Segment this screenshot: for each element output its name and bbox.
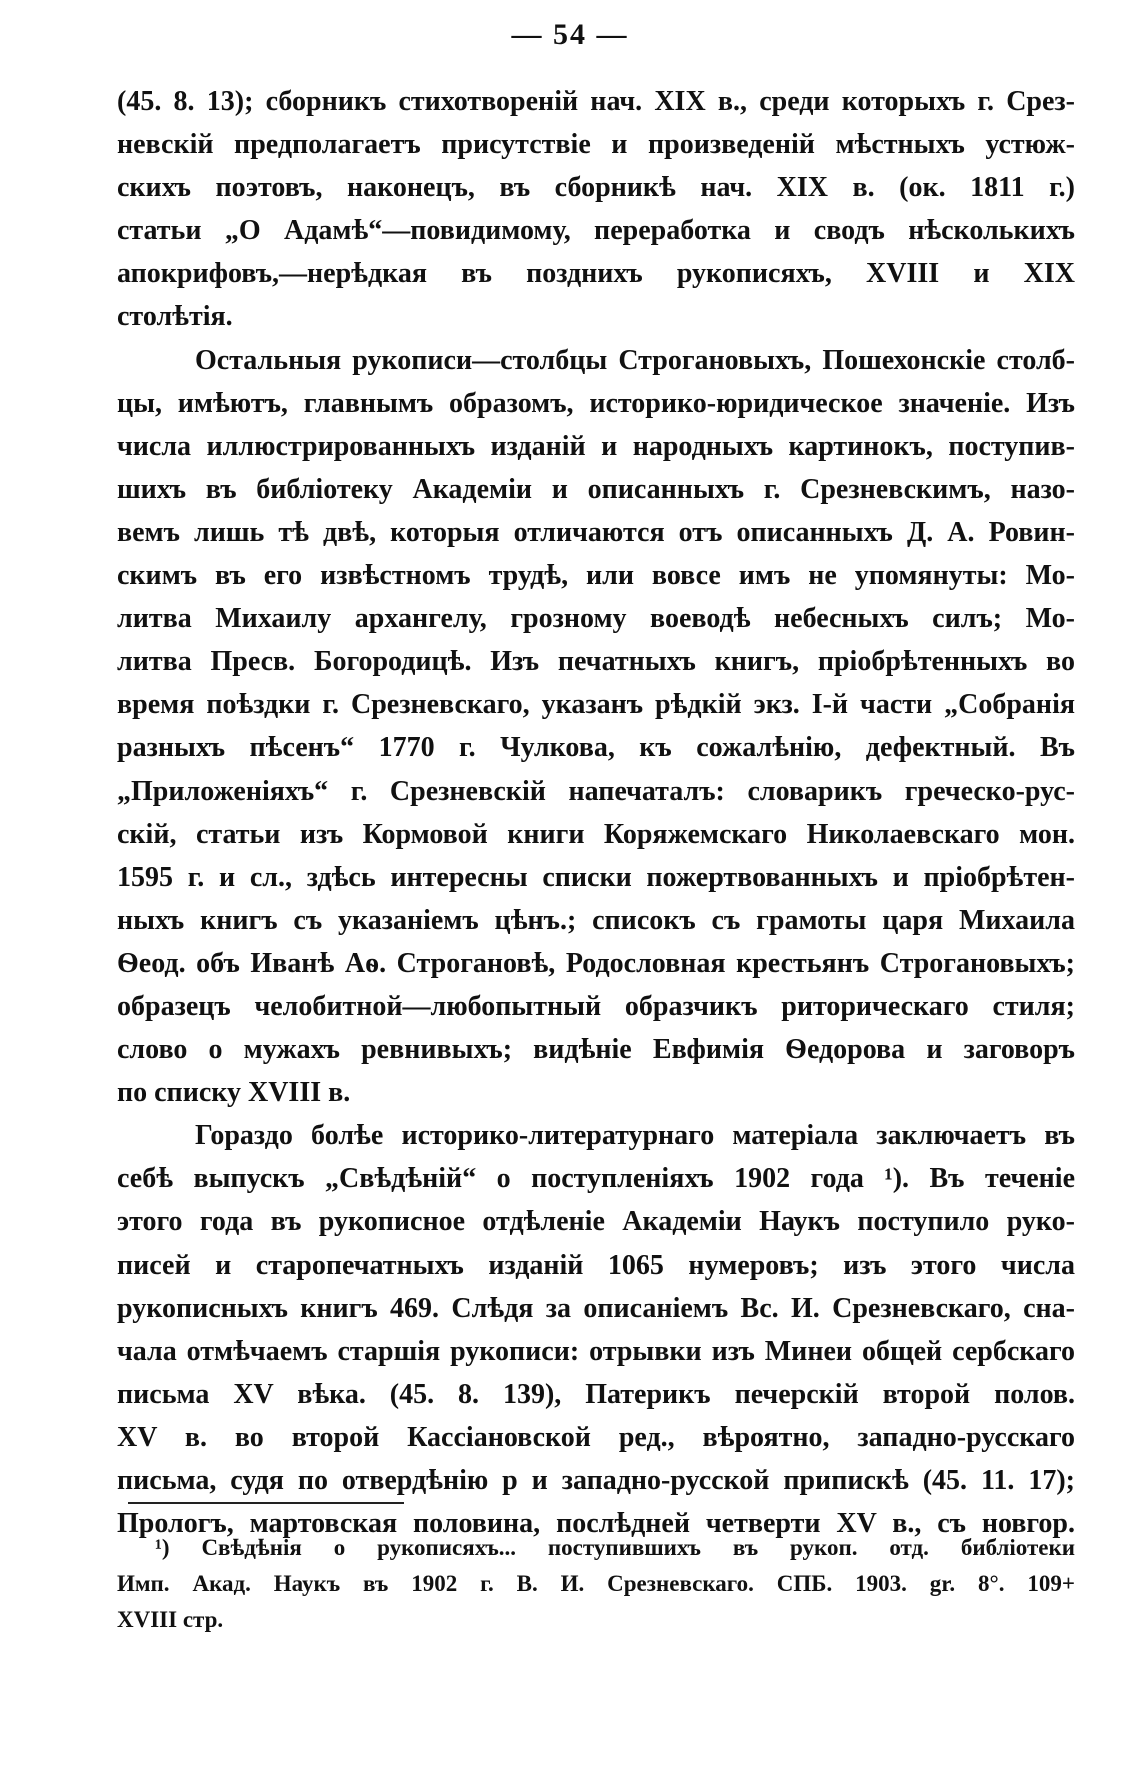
text-line: (45. 8. 13); сборникъ стихотворенiй нач. XIX в., среди которыхъ г. Срез-: [117, 86, 1075, 117]
body-text: [117, 80, 1075, 1545]
text-line: скимъ въ его извѣстномъ трудѣ, или вовсе имъ не упомянуты: Мо-: [117, 560, 1075, 592]
text-line: числа иллюстрированныхъ изданiй и народныхъ картинокъ, поступив-: [117, 430, 1075, 462]
text-line: Прологъ, мартовская половина, послѣдней четверти XV в., съ новгор.: [117, 1508, 1075, 1540]
text-line: цы, имѣютъ, главнымъ образомъ, историко-юридическое значенiе. Изъ: [117, 387, 1075, 419]
text-line: Гораздо болѣе историко-литературнаго матерiала заключаетъ въ: [195, 1120, 1075, 1152]
text-line: разныхъ пѣсенъ“ 1770 г. Чулкова, къ сожалѣнiю, дефектный. Въ: [117, 732, 1075, 764]
footnote-line: Имп. Акад. Наукъ въ 1902 г. В. И. Срезневскаго. СПБ. 1903. gr. 8°. 109+: [117, 1571, 1075, 1596]
text-line: ныхъ книгъ съ указанiемъ цѣнъ.; списокъ съ грамоты царя Михаила: [117, 904, 1075, 936]
text-line: писей и старопечатныхъ изданiй 1065 нумеровъ; изъ этого числа: [117, 1249, 1075, 1281]
text-line: этого года въ рукописное отдѣленiе Академiи Наукъ поступило руко-: [117, 1206, 1075, 1238]
text-line: письма XV вѣка. (45. 8. 139), Патерикъ печерскiй второй полов.: [117, 1378, 1075, 1410]
text-line: вемъ лишь тѣ двѣ, которыя отличаются отъ описанныхъ Д. А. Ровин-: [117, 516, 1075, 548]
text-line: статьи „О Адамѣ“—повидимому, переработка и сводъ нѣсколькихъ: [117, 215, 1075, 247]
text-line: чала отмѣчаемъ старшiя рукописи: отрывки изъ Минеи общей сербскаго: [117, 1335, 1075, 1367]
footnote-line: ¹) Свѣдѣнiя о рукописяхъ... поступившихъ въ рукоп. отд. библiотеки: [155, 1535, 1075, 1560]
text-line: 1595 г. и сл., здѣсь интересны списки пожертвованныхъ и прiобрѣтен-: [117, 861, 1075, 893]
text-line: по списку XVIII в.: [117, 1077, 351, 1109]
text-line: невскiй предполагаетъ присутствiе и произведенiй мѣстныхъ устюж-: [117, 129, 1075, 161]
footnote-line: XVIII стр.: [117, 1607, 224, 1632]
text-line: время поѣздки г. Срезневскаго, указанъ рѣдкiй экз. I-й части „Собранiя: [117, 689, 1075, 721]
text-line: образецъ челобитной—любопытный образчикъ риторическаго стиля;: [117, 990, 1075, 1022]
text-line: скихъ поэтовъ, наконецъ, въ сборникѣ нач. XIX в. (ок. 1811 г.): [117, 172, 1075, 204]
text-line: Остальныя рукописи—столбцы Строгановыхъ, Пошехонскiе столб-: [195, 344, 1075, 376]
text-line: слово о мужахъ ревнивыхъ; видѣнiе Евфимiя Ѳедорова и заговоръ: [117, 1034, 1075, 1066]
page-number: — 54 —: [511, 18, 629, 51]
text-line: Ѳеод. объ Иванѣ Аѳ. Строгановѣ, Родословная крестьянъ Строгановыхъ;: [117, 947, 1075, 979]
text-line: литва Михаилу архангелу, грозному воеводѣ небесныхъ силъ; Мо-: [117, 603, 1075, 635]
text-line: шихъ въ библiотеку Академiи и описанныхъ г. Срезневскимъ, назо-: [117, 473, 1075, 505]
text-line: скiй, статьи изъ Кормовой книги Коряжемскаго Николаевскаго мон.: [117, 818, 1075, 850]
footnote-divider: [128, 1502, 404, 1504]
text-line: рукописныхъ книгъ 469. Слѣдя за описанiемъ Вс. И. Срезневскаго, сна-: [117, 1292, 1075, 1324]
text-line: столѣтiя.: [117, 301, 233, 333]
text-line: литва Пресв. Богородицѣ. Изъ печатныхъ книгъ, прiобрѣтенныхъ во: [117, 646, 1075, 678]
footnotes: [117, 1530, 1075, 1638]
text-line: „Приложенiяхъ“ г. Срезневскiй напечаталъ: словарикъ греческо-рус-: [117, 775, 1075, 807]
text-line: себѣ выпускъ „Свѣдѣнiй“ о поступленiяхъ 1902 года ¹). Въ теченiе: [117, 1163, 1075, 1195]
text-line: XV в. во второй Кассiановской ред., вѣроятно, западно-русскаго: [117, 1421, 1075, 1453]
text-line: письма, судя по отвердѣнiю р и западно-русской припискѣ (45. 11. 17);: [117, 1465, 1075, 1496]
text-line: апокрифовъ,—нерѣдкая въ позднихъ рукописяхъ, XVIII и XIX: [117, 258, 1075, 290]
